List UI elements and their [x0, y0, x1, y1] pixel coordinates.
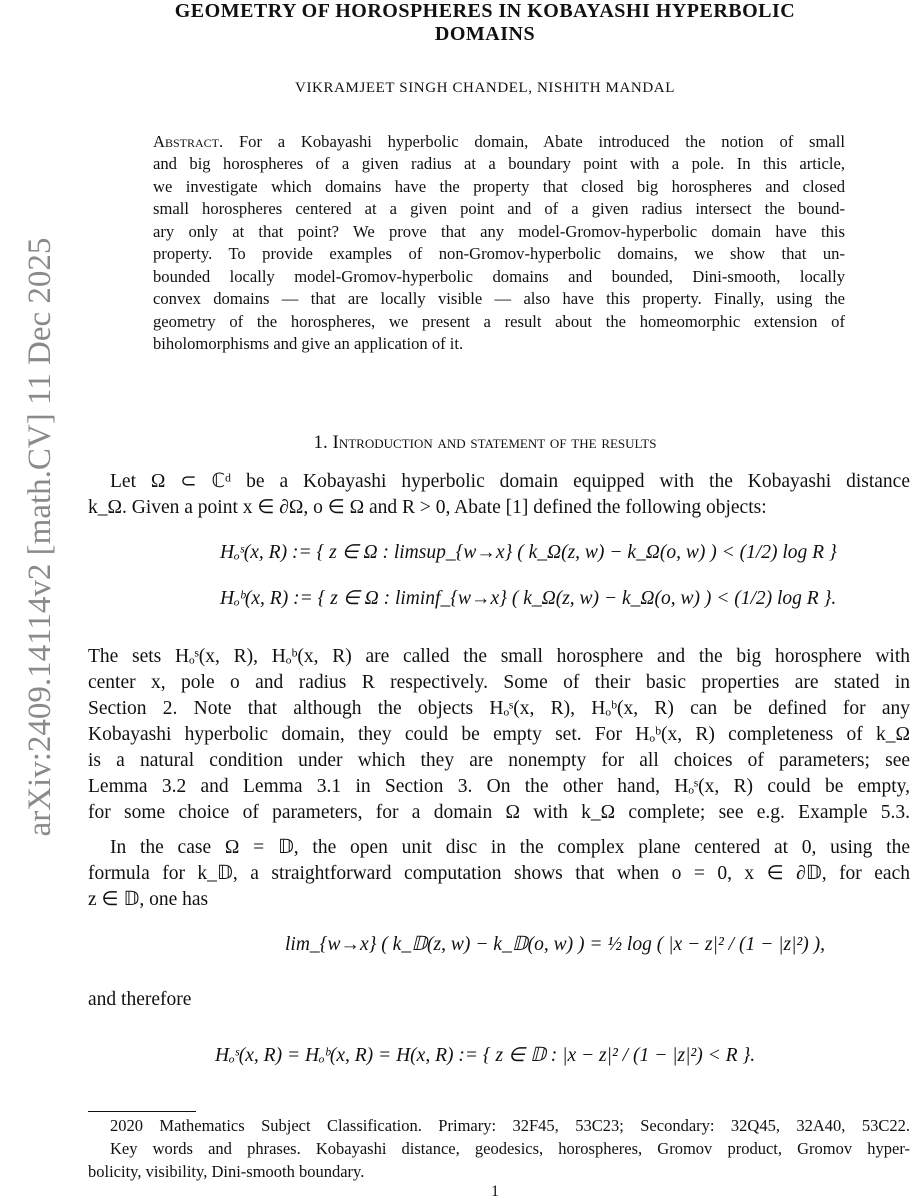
body-line: Let Ω ⊂ ℂᵈ be a Kobayashi hyperbolic domain equipped with the Kobayashi distance: [110, 471, 910, 492]
body-line: Lemma 3.2 and Lemma 3.1 in Section 3. On the other hand, Hₒˢ(x, R) could be empty,: [88, 776, 910, 797]
abstract-text: For a Kobayashi hyperbolic domain, Abate introduced the notion of small: [238, 132, 846, 151]
page-number: 1: [491, 1183, 499, 1200]
paper-title-line-2: DOMAINS: [434, 23, 536, 45]
footnote-keywords: Key words and phrases. Kobayashi distance, geodesics, horospheres, Gromov product, Gromov hyper-: [110, 1139, 910, 1158]
section-heading: 1. Introduction and statement of the results: [313, 432, 657, 453]
equation-disc-limit: lim_{w→x} ( k_𝔻(z, w) − k_𝔻(o, w) ) = ½ log ( |x − z|² / (1 − |z|²) ),: [285, 934, 826, 955]
body-line: for some choice of parameters, for a domain Ω with k_Ω complete; see e.g. Example 5.3.: [88, 802, 910, 823]
abstract-line: [153, 131, 845, 153]
body-line: is a natural condition under which they are nonempty for all choices of parameters; see: [88, 750, 910, 771]
equation-disc-horosphere: Hₒˢ(x, R) = Hₒᵇ(x, R) = H(x, R) := { z ∈ 𝔻 : |x − z|² / (1 − |z|²) < R }.: [215, 1045, 756, 1066]
abstract-line: property. To provide examples of non-Gromov-hyperbolic domains, we show that un-: [153, 244, 845, 263]
paper-title-line-1: GEOMETRY OF HOROSPHERES IN KOBAYASHI HYPERBOLIC: [174, 0, 796, 22]
footnote-rule: [88, 1111, 196, 1112]
arxiv-identifier-sidebar: arXiv:2409.14114v2 [math.CV] 11 Dec 2025: [22, 237, 58, 837]
body-line: z ∈ 𝔻, one has: [88, 889, 209, 910]
equation-big-horosphere: Hₒᵇ(x, R) := { z ∈ Ω : liminf_{w→x} ( k_Ω(z, w) − k_Ω(o, w) ) < (1/2) log R }.: [220, 588, 837, 609]
abstract-line: geometry of the horospheres, we present a result about the homeomorphic extension of: [153, 312, 845, 331]
abstract-line: and big horospheres of a given radius at a boundary point with a pole. In this article,: [153, 154, 845, 173]
footnote-msc: 2020 Mathematics Subject Classification. Primary: 32F45, 53C23; Secondary: 32Q45, 32A40, 53C22.: [110, 1116, 910, 1135]
body-line: The sets Hₒˢ(x, R), Hₒᵇ(x, R) are called the small horosphere and the big horosphere with: [88, 646, 910, 667]
abstract-line: small horospheres centered at a given point and of a given radius intersect the bound-: [153, 199, 845, 218]
abstract-line: biholomorphisms and give an application of it.: [153, 334, 464, 353]
abstract-line: ary only at that point? We prove that any model-Gromov-hyperbolic domain have this: [153, 222, 845, 241]
body-line: and therefore: [88, 989, 192, 1010]
abstract-line: we investigate which domains have the property that closed big horospheres and closed: [153, 177, 845, 196]
body-line: Kobayashi hyperbolic domain, they could be empty set. For Hₒᵇ(x, R) completeness of k_Ω: [88, 724, 910, 745]
footnote-keywords-cont: bolicity, visibility, Dini-smooth boundary.: [88, 1162, 365, 1181]
body-line: In the case Ω = 𝔻, the open unit disc in the complex plane centered at 0, using the: [110, 837, 910, 858]
body-line: Section 2. Note that although the objects Hₒˢ(x, R), Hₒᵇ(x, R) can be defined for any: [88, 698, 910, 719]
abstract-line: convex domains — that are locally visible — also have this property. Finally, using the: [153, 289, 845, 308]
abstract-label: Abstract.: [153, 132, 224, 151]
equation-small-horosphere: Hₒˢ(x, R) := { z ∈ Ω : limsup_{w→x} ( k_Ω(z, w) − k_Ω(o, w) ) < (1/2) log R }: [220, 542, 837, 563]
abstract-line: bounded locally model-Gromov-hyperbolic domains and bounded, Dini-smooth, locally: [153, 267, 845, 286]
body-line: center x, pole o and radius R respectively. Some of their basic properties are stated in: [88, 672, 910, 693]
body-line: formula for k_𝔻, a straightforward computation shows that when o = 0, x ∈ ∂𝔻, for each: [88, 863, 910, 884]
authors: VIKRAMJEET SINGH CHANDEL, NISHITH MANDAL: [295, 80, 675, 96]
body-line: k_Ω. Given a point x ∈ ∂Ω, o ∈ Ω and R > 0, Abate [1] defined the following objects:: [88, 497, 767, 518]
